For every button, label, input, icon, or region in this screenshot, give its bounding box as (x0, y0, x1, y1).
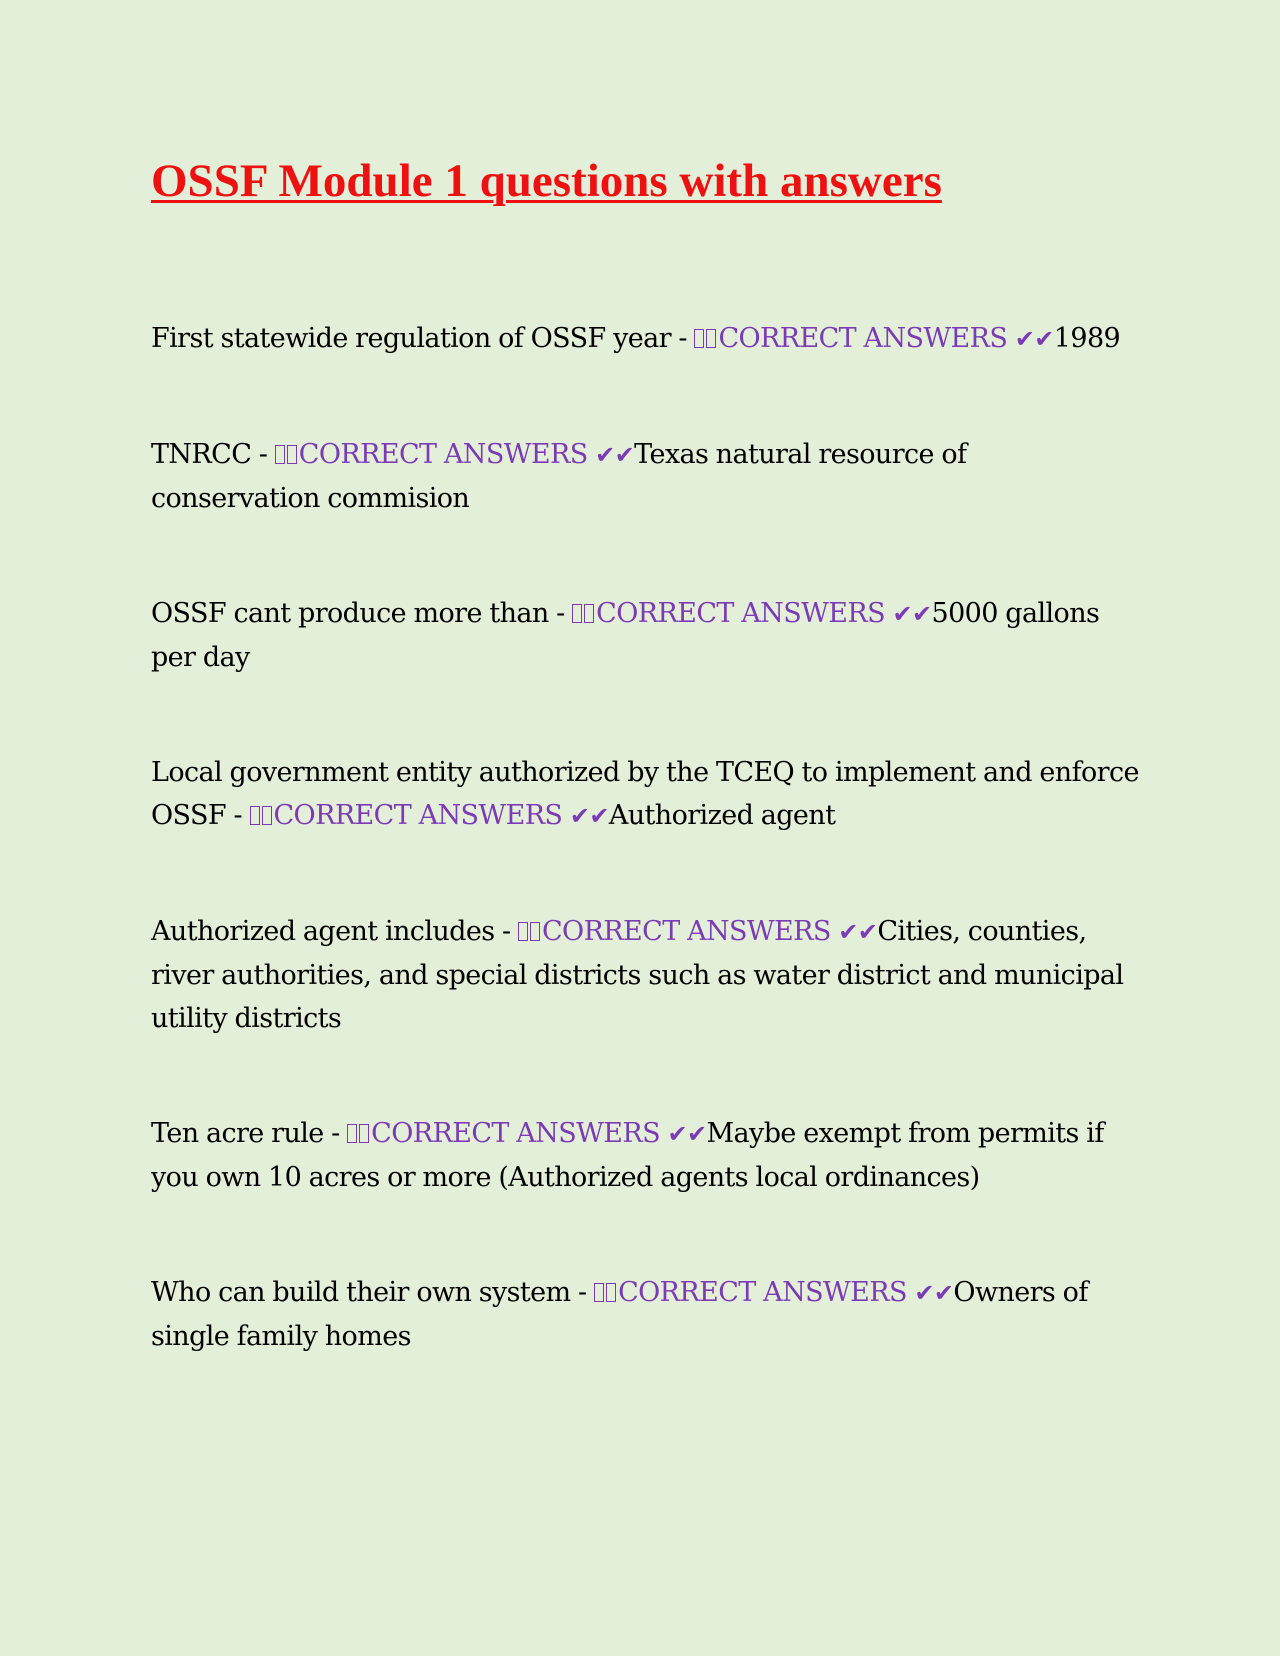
missing-glyph-icon (262, 806, 272, 825)
check-marks-icon: ✔✔ (892, 600, 932, 628)
check-marks-icon: ✔✔ (914, 1279, 954, 1307)
missing-glyph-icon (572, 604, 582, 623)
correct-answers-label (572, 598, 931, 629)
missing-glyph-icon (518, 922, 528, 941)
correct-answers-text: CORRECT ANSWERS (596, 598, 885, 629)
separator: - (226, 800, 250, 831)
missing-glyph-icon (347, 1124, 357, 1143)
missing-glyph-icon (584, 604, 594, 623)
document-title: OSSF Module 1 questions with answers (151, 155, 942, 207)
correct-answers-label (347, 1118, 706, 1149)
missing-glyph-icon (275, 445, 285, 464)
question-text: Who can build their own system (151, 1277, 571, 1308)
qa-item (151, 751, 1141, 838)
correct-answers-text: CORRECT ANSWERS (273, 800, 563, 831)
missing-glyph-icon (606, 1283, 616, 1302)
correct-answers-text: CORRECT ANSWERS (371, 1118, 660, 1149)
missing-glyph-icon (250, 806, 260, 825)
separator: - (570, 1277, 595, 1308)
correct-answers-label (518, 916, 877, 947)
qa-item (151, 910, 1141, 1040)
answer-text: Owners of single family homes (151, 1277, 1088, 1352)
qa-item (151, 433, 1141, 520)
question-text: Local government entity authorized by the TCEQ to implement and enforce OSSF (151, 757, 1139, 831)
separator: - (494, 916, 518, 947)
qa-item (151, 1271, 1141, 1358)
separator: - (670, 323, 695, 354)
question-text: Ten acre rule (151, 1118, 324, 1149)
document-page (151, 150, 1141, 1430)
check-marks-icon: ✔✔ (667, 1120, 707, 1148)
answer-text: 5000 gallons per day (151, 598, 1100, 673)
question-text: TNRCC (151, 439, 252, 470)
correct-answers-label (694, 323, 1053, 354)
missing-glyph-icon (594, 1283, 604, 1302)
correct-answers-text: CORRECT ANSWERS (541, 916, 831, 947)
check-marks-icon: ✔✔ (1014, 325, 1054, 353)
correct-answers-label (250, 800, 609, 831)
missing-glyph-icon (694, 329, 704, 348)
answer-text: Authorized agent (608, 800, 836, 831)
question-text: Authorized agent includes (151, 916, 495, 947)
missing-glyph-icon (359, 1124, 369, 1143)
qa-item (151, 317, 1141, 361)
answer-text: 1989 (1053, 323, 1121, 354)
answer-text: Texas natural resource of conservation commision (151, 439, 967, 514)
missing-glyph-icon (287, 445, 297, 464)
check-marks-icon: ✔✔ (569, 802, 609, 830)
separator: - (251, 439, 275, 470)
check-marks-icon: ✔✔ (838, 918, 878, 946)
qa-item (151, 592, 1141, 679)
separator: - (548, 598, 573, 629)
correct-answers-text: CORRECT ANSWERS (618, 1277, 907, 1308)
missing-glyph-icon (530, 922, 540, 941)
correct-answers-text: CORRECT ANSWERS (718, 323, 1008, 354)
question-text: First statewide regulation of OSSF year (151, 323, 671, 354)
correct-answers-text: CORRECT ANSWERS (298, 439, 588, 470)
correct-answers-label (594, 1277, 953, 1308)
check-marks-icon: ✔✔ (595, 441, 635, 469)
answer-text: Maybe exempt from permits if you own 10 acres or more (Authorized agents local ordinances) (151, 1118, 1104, 1193)
correct-answers-label (275, 439, 634, 470)
separator: - (323, 1118, 348, 1149)
missing-glyph-icon (706, 329, 716, 348)
qa-item (151, 1112, 1141, 1199)
question-text: OSSF cant produce more than (151, 598, 549, 629)
answer-text: Cities, counties, river authorities, and special districts such as water district and municipal utility districts (151, 916, 1124, 1034)
qa-list (151, 317, 1141, 1358)
